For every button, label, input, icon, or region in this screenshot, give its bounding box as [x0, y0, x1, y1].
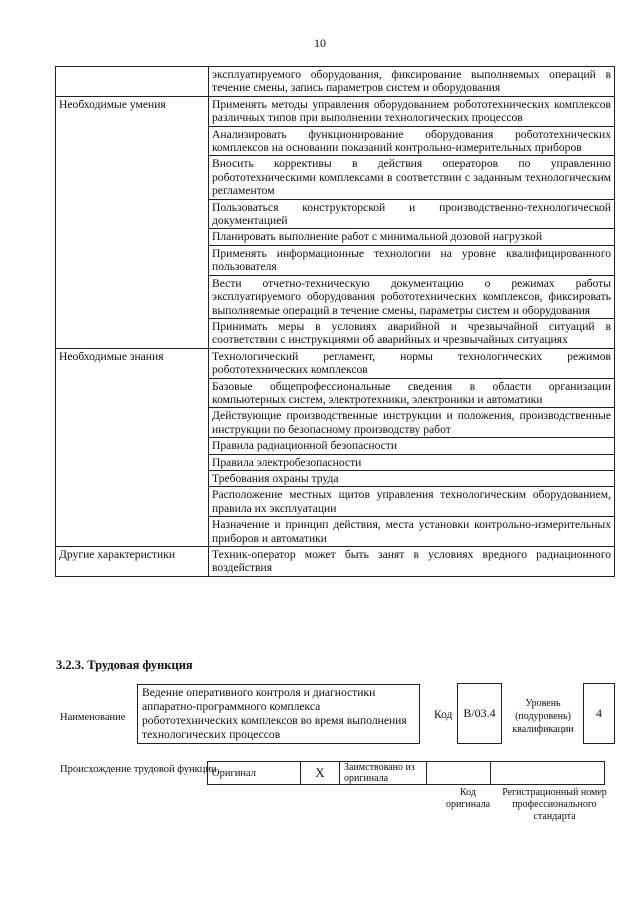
requirement-category: Другие характеристики	[56, 547, 209, 577]
requirement-item: Применять информационные технологии на уровне квалифицированного пользователя	[209, 245, 615, 275]
origin-table	[207, 761, 605, 785]
requirement-item: Принимать меры в условиях аварийной и чрезвычайной ситуаций в соответствии с инструкциями об аварийных и чрезвычайных ситуациях	[209, 318, 615, 348]
requirement-category: Необходимые знания	[56, 348, 209, 546]
section-title: 3.2.3. Трудовая функция	[56, 658, 193, 672]
requirement-item: Технологический регламент, нормы технологических режимов робототехнических комплексов	[209, 348, 615, 378]
origin-original: Оригинал	[208, 762, 301, 785]
requirement-item: Анализировать функционирование оборудования робототехнических комплексов на основании показаний контрольно-измерительных приборов	[209, 126, 615, 156]
requirements-table	[55, 66, 615, 577]
requirement-category	[56, 67, 209, 97]
requirement-item: эксплуатируемого оборудования, фиксирование выполняемых операций в течение смены, запись параметров систем и оборудования	[209, 67, 615, 97]
requirement-item: Расположение местных щитов управления технологическим оборудованием, правила их эксплуатации	[209, 487, 615, 517]
origin-mark: X	[301, 762, 340, 785]
requirement-item: Применять методы управления оборудованием робототехнических комплексов различных типов при выполнении технологических процессов	[209, 96, 615, 126]
code-label: Код	[434, 709, 453, 721]
table-row	[56, 348, 615, 378]
qualification-level-label: Уровень (подуровень) квалификации	[512, 698, 574, 735]
requirement-item: Правила электробезопасности	[209, 454, 615, 470]
requirement-item: Назначение и принцип действия, места установки контрольно-измерительных приборов и автоматики	[209, 517, 615, 547]
requirement-category: Необходимые умения	[56, 96, 209, 348]
page-number: 10	[314, 36, 326, 50]
requirement-item: Техник-оператор может быть занят в условиях вредного радиационного воздействия	[209, 547, 615, 577]
function-code: B/03.4	[457, 683, 502, 744]
requirement-item: Пользоваться конструкторской и производственно-технологической документацией	[209, 199, 615, 229]
table-row	[56, 67, 615, 97]
requirement-item: Вносить коррективы в действия операторов по управлению робототехническими комплексами в соответствии с заданным технологическим регламентом	[209, 156, 615, 199]
requirement-item: Планировать выполнение работ с минимальной дозовой нагрузкой	[209, 229, 615, 245]
requirement-item: Вести отчетно-техническую документацию о режимах работы эксплуатируемого оборудования робототехнических комплексов, фиксировать выполняемые операций в течение смены, параметры систем и оборудования	[209, 275, 615, 318]
qualification-level: 4	[583, 683, 615, 744]
origin-label: Происхождение трудовой функции	[60, 764, 217, 775]
requirement-item: Требования охраны труда	[209, 470, 615, 486]
table-row	[56, 96, 615, 126]
requirement-item: Базовые общепрофессиональные сведения в области организации компьютерных систем, электротехники, электроники и автоматики	[209, 378, 615, 408]
requirement-item: Действующие производственные инструкции и положения, производственные инструкции по безопасному производству работ	[209, 408, 615, 438]
origin-borrowed: Заимствовано из оригинала	[340, 762, 427, 785]
origin-code-caption: Код оригинала	[445, 787, 491, 810]
table-row	[56, 547, 615, 577]
origin-code-cell	[427, 762, 491, 785]
origin-reg-cell	[491, 762, 605, 785]
requirement-item: Правила радиационной безопасности	[209, 438, 615, 454]
function-name: Ведение оперативного контроля и диагностики аппаратно-программного комплекса робототехнических комплексов во время выполнения технологических процессов	[137, 684, 420, 744]
origin-reg-caption: Регистрационный номер профессионального стандарта	[502, 787, 607, 822]
name-label: Наименование	[60, 712, 126, 723]
